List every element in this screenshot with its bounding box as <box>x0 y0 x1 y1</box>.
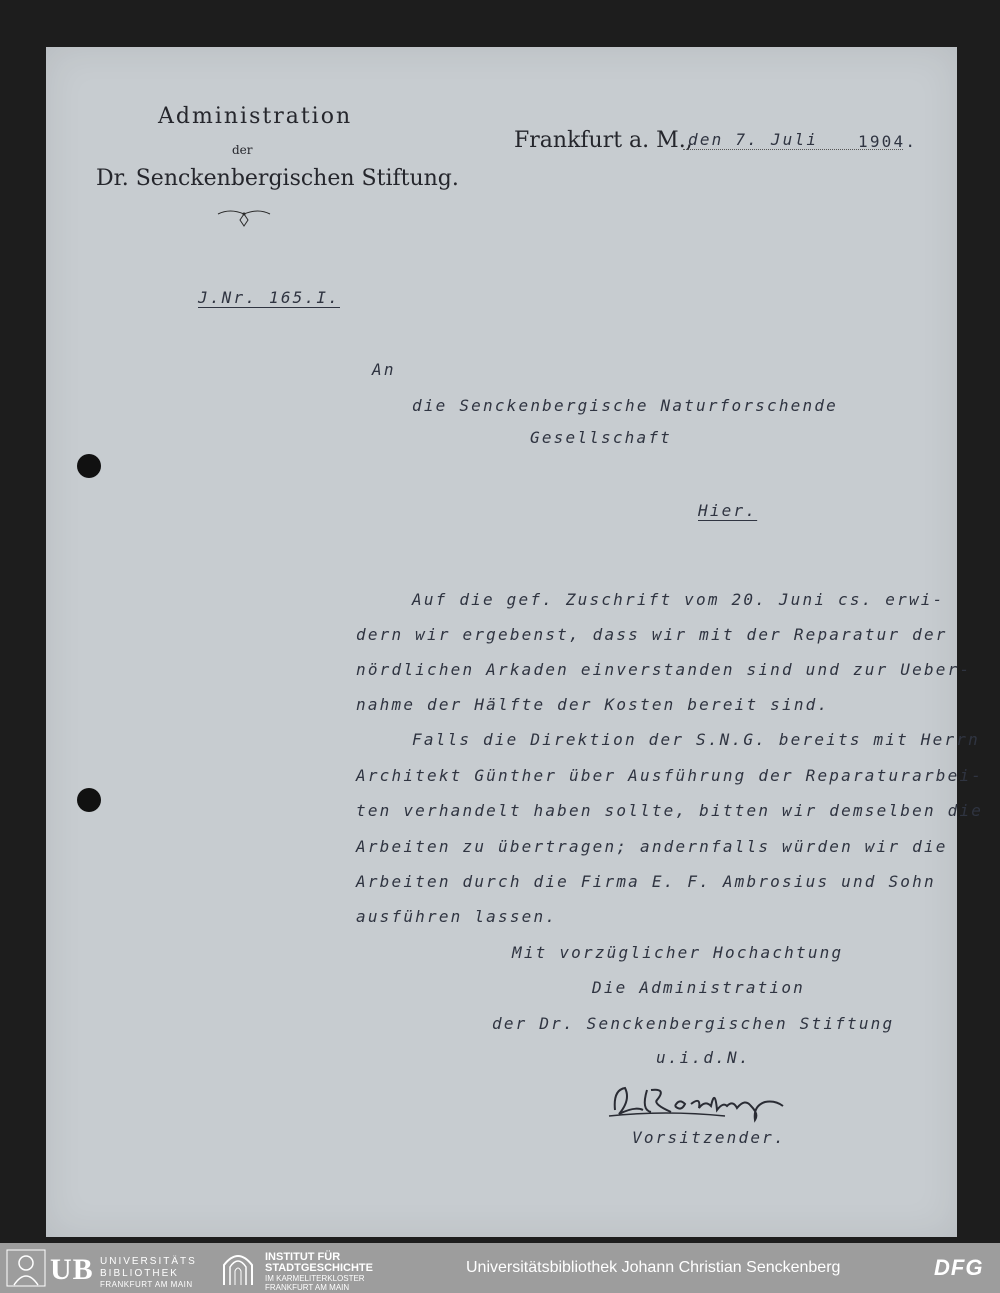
body-line: Arbeiten durch die Firma E. F. Ambrosius und Sohn <box>356 872 936 891</box>
ub-name-line2: BIBLIOTHEK <box>100 1268 179 1279</box>
signatory-title: Vorsitzender. <box>632 1128 786 1147</box>
ub-logo: UB <box>50 1253 94 1286</box>
closing-greeting: Mit vorzüglicher Hochachtung <box>512 943 844 962</box>
date-dotted-line <box>683 149 903 150</box>
body-line: Architekt Günther über Ausführung der Reparaturarbei- <box>356 766 984 785</box>
letterhead-foundation: Dr. Senckenbergischen Stiftung. <box>96 166 459 191</box>
library-name: Universitätsbibliothek Johann Christian Senckenberg <box>466 1259 841 1276</box>
place-printed: Frankfurt a. M., <box>514 128 693 153</box>
recipient-name-line2: Gesellschaft <box>530 428 672 447</box>
isg-line4: FRANKFURT AM MAIN <box>265 1283 350 1292</box>
recipient-prefix: An <box>372 360 396 379</box>
body-line: Auf die gef. Zuschrift vom 20. Juni cs. erwi- <box>412 590 945 609</box>
isg-line3: IM KARMELITERKLOSTER <box>265 1274 365 1283</box>
body-line: ten verhandelt haben sollte, bitten wir demselben die <box>356 801 984 820</box>
footer-bar <box>0 1243 1000 1293</box>
ub-name-line3: FRANKFURT AM MAIN <box>100 1280 193 1289</box>
body-line: ausführen lassen. <box>356 907 558 926</box>
letterhead-title: Administration <box>158 104 353 129</box>
letterhead-der: der <box>232 143 253 157</box>
journal-number: J.Nr. 165.I. <box>198 288 340 307</box>
dfg-logo: DFG <box>934 1255 984 1280</box>
handwritten-signature <box>605 1080 795 1124</box>
body-line: Falls die Direktion der S.N.G. bereits mit Herrn <box>412 730 980 749</box>
body-line: Arbeiten zu übertragen; andernfalls würden wir die <box>356 837 948 856</box>
date-typed: den 7. Juli <box>688 130 819 149</box>
ornament-icon <box>216 206 272 228</box>
body-line: dern wir ergebenst, dass wir mit der Reparatur der <box>356 625 948 644</box>
year: 1904. <box>858 132 918 151</box>
isg-line2: STADTGESCHICHTE <box>265 1262 373 1274</box>
punch-hole-top <box>77 454 101 478</box>
isg-line1: INSTITUT FÜR <box>265 1251 341 1263</box>
punch-hole-bottom <box>77 788 101 812</box>
cloister-arch-icon <box>218 1249 258 1287</box>
recipient-location: Hier. <box>698 501 758 520</box>
closing-org-line2: der Dr. Senckenbergischen Stiftung <box>492 1014 895 1033</box>
portrait-icon <box>6 1249 46 1287</box>
body-line: nahme der Hälfte der Kosten bereit sind. <box>356 695 830 714</box>
closing-abbreviation: u.i.d.N. <box>656 1048 751 1067</box>
closing-org-line1: Die Administration <box>592 978 805 997</box>
recipient-name-line1: die Senckenbergische Naturforschende <box>412 396 838 415</box>
body-line: nördlichen Arkaden einverstanden sind und zur Ueber- <box>356 660 972 679</box>
ub-name-line1: UNIVERSITÄTS <box>100 1256 197 1267</box>
